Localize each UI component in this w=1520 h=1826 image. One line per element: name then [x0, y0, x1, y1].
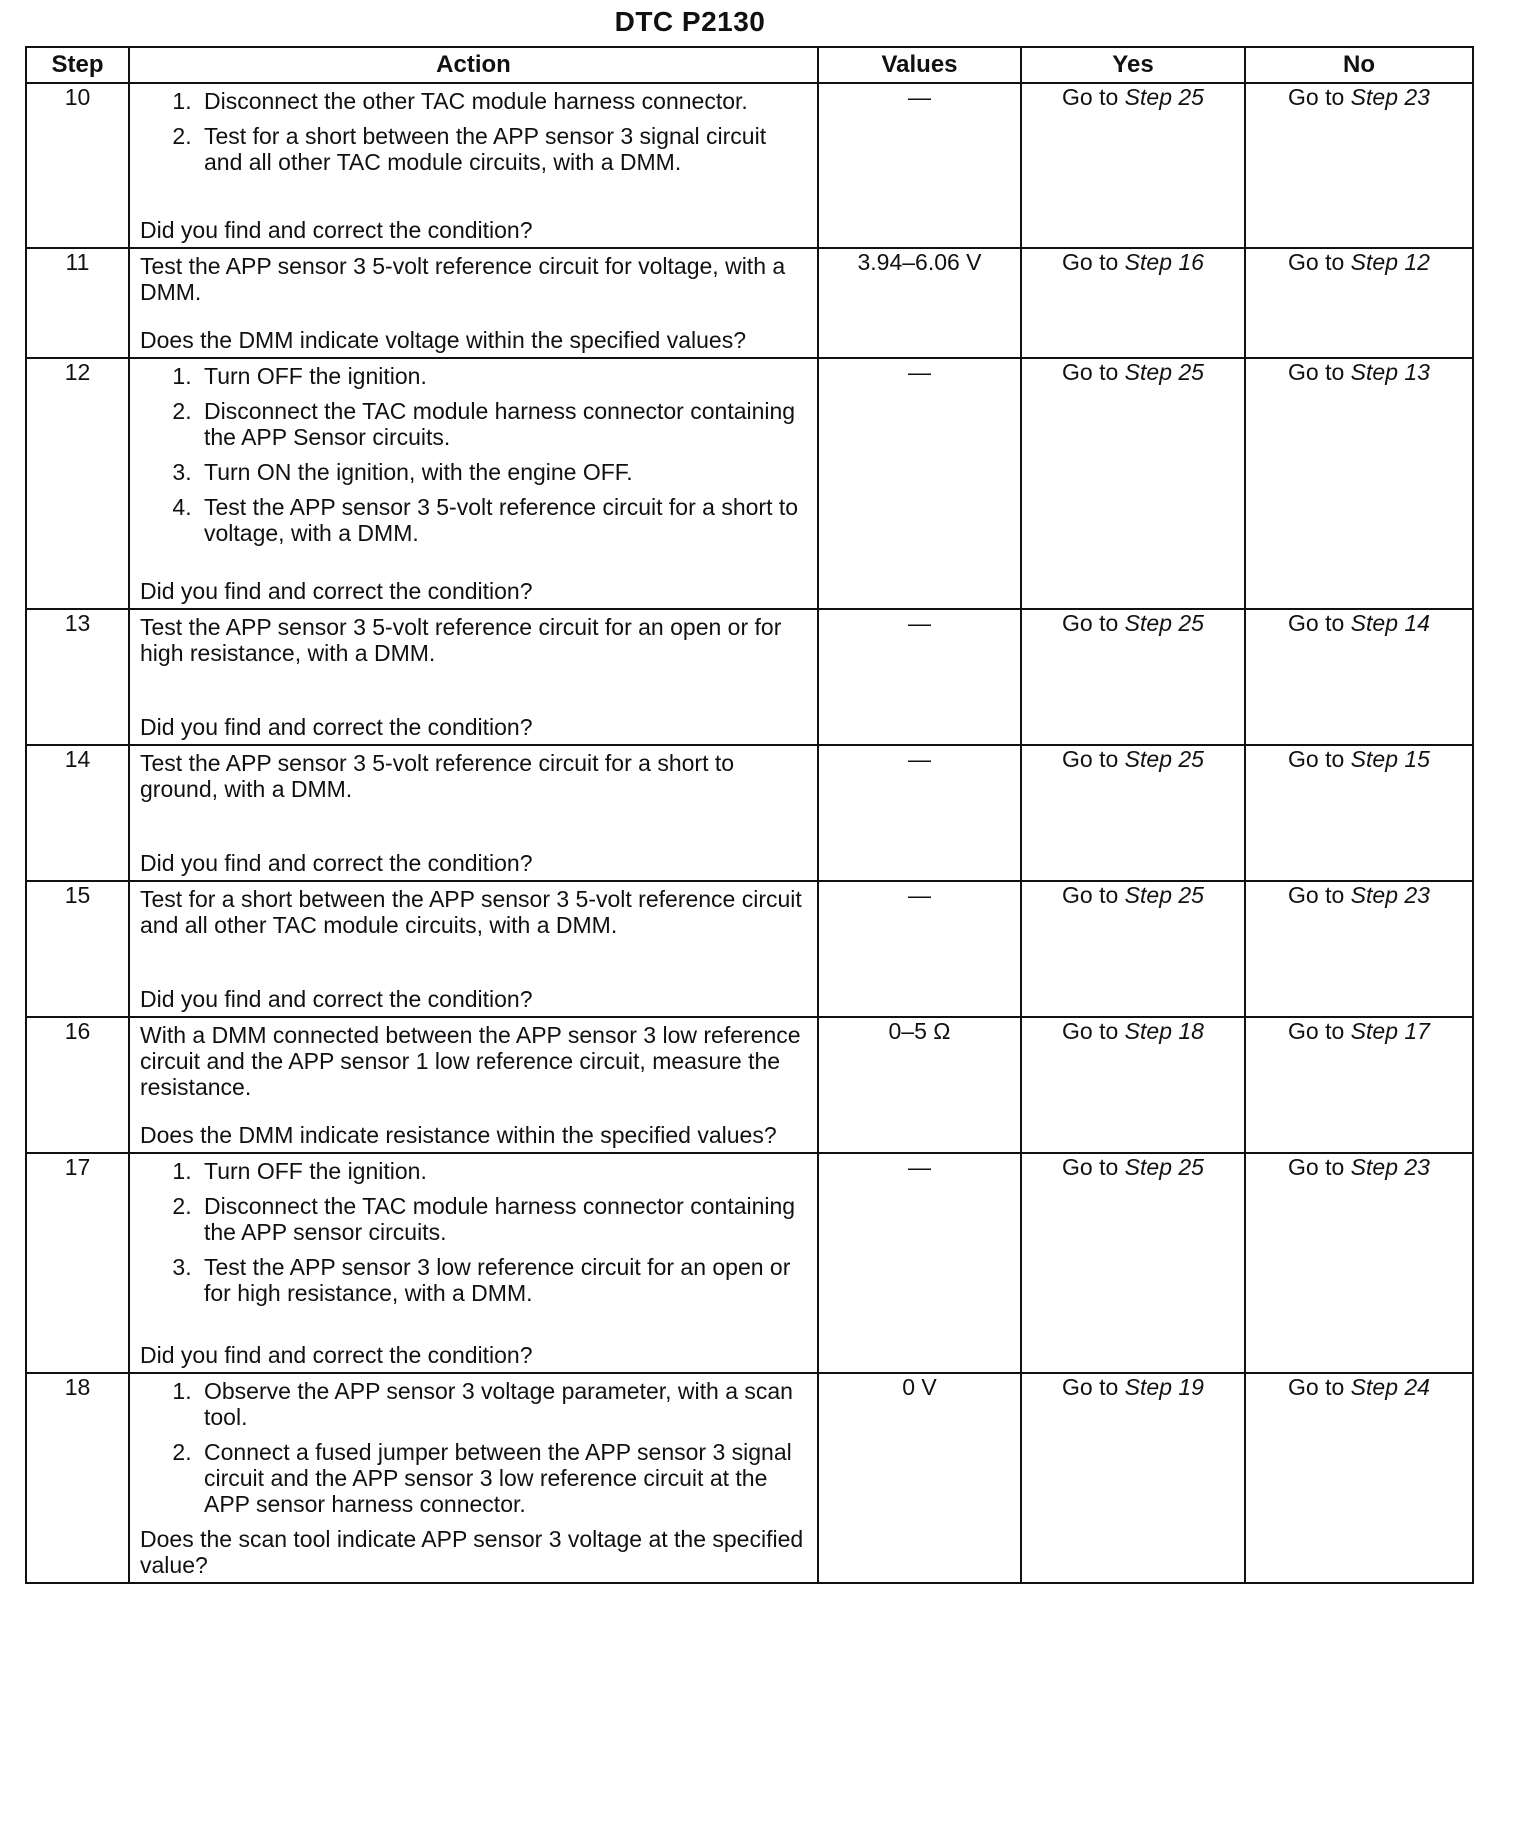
header-no: No: [1245, 47, 1473, 83]
goto-prefix: Go to: [1062, 1154, 1119, 1180]
action-instructions: [140, 614, 809, 674]
action-cell: [129, 248, 818, 358]
action-cell: [129, 1017, 818, 1153]
action-step-item: 3. Turn ON the ignition, with the engine OFF.: [198, 459, 809, 485]
value-cell: —: [818, 1153, 1021, 1373]
table-row: [26, 1373, 1473, 1583]
action-instructions: [140, 363, 809, 555]
header-values: Values: [818, 47, 1021, 83]
no-step-link[interactable]: Step 13: [1350, 359, 1430, 385]
goto-prefix: Go to: [1288, 1154, 1345, 1180]
no-step-link[interactable]: Step 12: [1350, 249, 1430, 275]
yes-step-link[interactable]: Step 25: [1124, 1154, 1204, 1180]
step-number: 17: [26, 1153, 129, 1373]
header-yes: Yes: [1021, 47, 1245, 83]
yes-goto-cell: [1021, 358, 1245, 609]
goto-prefix: Go to: [1062, 882, 1119, 908]
action-instructions: [140, 1378, 809, 1526]
yes-step-link[interactable]: Step 25: [1124, 746, 1204, 772]
no-step-link[interactable]: Step 23: [1350, 882, 1430, 908]
no-goto-cell: [1245, 745, 1473, 881]
action-step-item: 1. Disconnect the other TAC module harness connector.: [198, 88, 809, 114]
value-cell: —: [818, 609, 1021, 745]
yes-goto-cell: [1021, 745, 1245, 881]
value-cell: 0–5 Ω: [818, 1017, 1021, 1153]
yes-step-link[interactable]: Step 25: [1124, 610, 1204, 636]
no-goto-cell: [1245, 1373, 1473, 1583]
value-cell: —: [818, 881, 1021, 1017]
goto-prefix: Go to: [1288, 359, 1345, 385]
action-question: Does the DMM indicate resistance within the specified values?: [140, 1122, 777, 1148]
value-cell: 3.94–6.06 V: [818, 248, 1021, 358]
action-cell: [129, 609, 818, 745]
no-goto-cell: [1245, 881, 1473, 1017]
value-cell: —: [818, 745, 1021, 881]
yes-step-link[interactable]: Step 16: [1124, 249, 1204, 275]
no-goto-cell: [1245, 1153, 1473, 1373]
yes-goto-cell: [1021, 881, 1245, 1017]
action-question: Did you find and correct the condition?: [140, 578, 533, 604]
action-step-item: 1. Turn OFF the ignition.: [198, 363, 809, 389]
action-question: Did you find and correct the condition?: [140, 986, 533, 1012]
goto-prefix: Go to: [1062, 249, 1119, 275]
goto-prefix: Go to: [1062, 610, 1119, 636]
yes-step-link[interactable]: Step 25: [1124, 84, 1204, 110]
action-instructions: [140, 750, 809, 810]
action-step-item: 2. Connect a fused jumper between the APP sensor 3 signal circuit and the APP sensor 3 low reference circuit at the APP sensor harness connector.: [198, 1439, 809, 1517]
table-row: [26, 1153, 1473, 1373]
goto-prefix: Go to: [1288, 610, 1345, 636]
action-text: Test the APP sensor 3 5-volt reference circuit for an open or for high resistance, with a DMM.: [140, 614, 782, 666]
step-number: 15: [26, 881, 129, 1017]
goto-prefix: Go to: [1062, 84, 1119, 110]
action-step-item: 2. Test for a short between the APP sensor 3 signal circuit and all other TAC module circuits, with a DMM.: [198, 123, 809, 175]
goto-prefix: Go to: [1062, 359, 1119, 385]
action-steps-list: [140, 363, 809, 546]
table-row: [26, 609, 1473, 745]
action-content: [130, 1154, 817, 1372]
value-cell: —: [818, 83, 1021, 248]
no-goto-cell: [1245, 1017, 1473, 1153]
table-row: [26, 1017, 1473, 1153]
yes-step-link[interactable]: Step 25: [1124, 882, 1204, 908]
yes-step-link[interactable]: Step 25: [1124, 359, 1204, 385]
action-step-item: 2. Disconnect the TAC module harness connector containing the APP Sensor circuits.: [198, 398, 809, 450]
header-action: Action: [129, 47, 818, 83]
step-number: 16: [26, 1017, 129, 1153]
table-row: [26, 248, 1473, 358]
no-step-link[interactable]: Step 23: [1350, 1154, 1430, 1180]
goto-prefix: Go to: [1062, 1374, 1119, 1400]
action-question: Did you find and correct the condition?: [140, 850, 533, 876]
action-step-item: 1. Turn OFF the ignition.: [198, 1158, 809, 1184]
no-goto-cell: [1245, 358, 1473, 609]
step-number: 10: [26, 83, 129, 248]
no-step-link[interactable]: Step 23: [1350, 84, 1430, 110]
goto-prefix: Go to: [1288, 249, 1345, 275]
goto-prefix: Go to: [1062, 746, 1119, 772]
action-cell: [129, 881, 818, 1017]
yes-goto-cell: [1021, 1373, 1245, 1583]
action-cell: [129, 745, 818, 881]
table-row: [26, 745, 1473, 881]
yes-goto-cell: [1021, 1017, 1245, 1153]
action-question: Did you find and correct the condition?: [140, 714, 533, 740]
step-number: 11: [26, 248, 129, 358]
value-cell: 0 V: [818, 1373, 1021, 1583]
action-steps-list: [140, 88, 809, 175]
step-number: 18: [26, 1373, 129, 1583]
no-goto-cell: [1245, 83, 1473, 248]
action-content: [130, 84, 817, 247]
table-row: [26, 83, 1473, 248]
action-content: [130, 746, 817, 880]
goto-prefix: Go to: [1288, 1374, 1345, 1400]
no-goto-cell: [1245, 609, 1473, 745]
goto-prefix: Go to: [1288, 882, 1345, 908]
action-text: Test the APP sensor 3 5-volt reference circuit for voltage, with a DMM.: [140, 253, 786, 305]
action-step-item: 2. Disconnect the TAC module harness connector containing the APP sensor circuits.: [198, 1193, 809, 1245]
yes-goto-cell: [1021, 1153, 1245, 1373]
action-instructions: [140, 253, 809, 313]
action-cell: [129, 1153, 818, 1373]
action-question: Does the DMM indicate voltage within the specified values?: [140, 327, 746, 353]
goto-prefix: Go to: [1288, 84, 1345, 110]
value-cell: —: [818, 358, 1021, 609]
action-content: [130, 882, 817, 1016]
yes-step-link[interactable]: Step 19: [1124, 1374, 1204, 1400]
action-content: [130, 610, 817, 744]
no-step-link[interactable]: Step 24: [1350, 1374, 1430, 1400]
header-step: Step: [26, 47, 129, 83]
diagnostic-table: [25, 46, 1474, 1584]
table-row: [26, 881, 1473, 1017]
action-text: Test the APP sensor 3 5-volt reference circuit for a short to ground, with a DMM.: [140, 750, 735, 802]
action-instructions: [140, 88, 809, 184]
action-step-item: 1. Observe the APP sensor 3 voltage parameter, with a scan tool.: [198, 1378, 809, 1430]
action-question: Did you find and correct the condition?: [140, 1342, 533, 1368]
action-instructions: [140, 1022, 809, 1108]
no-goto-cell: [1245, 248, 1473, 358]
step-number: 13: [26, 609, 129, 745]
action-step-item: 3. Test the APP sensor 3 low reference circuit for an open or for high resistance, with a DMM.: [198, 1254, 809, 1306]
goto-prefix: Go to: [1288, 746, 1345, 772]
action-content: [130, 1018, 817, 1152]
action-content: [130, 249, 817, 357]
action-instructions: [140, 886, 809, 946]
action-steps-list: [140, 1378, 809, 1517]
action-content: [130, 1374, 817, 1582]
action-question: Did you find and correct the condition?: [140, 217, 533, 243]
no-step-link[interactable]: Step 14: [1350, 610, 1430, 636]
yes-step-link[interactable]: Step 18: [1124, 1018, 1204, 1044]
action-cell: [129, 1373, 818, 1583]
no-step-link[interactable]: Step 17: [1350, 1018, 1430, 1044]
table-row: [26, 358, 1473, 609]
no-step-link[interactable]: Step 15: [1350, 746, 1430, 772]
action-text: Test for a short between the APP sensor 3 5-volt reference circuit and all other TAC module circuits, with a DMM.: [140, 886, 802, 938]
action-cell: [129, 83, 818, 248]
goto-prefix: Go to: [1288, 1018, 1345, 1044]
action-cell: [129, 358, 818, 609]
action-instructions: [140, 1158, 809, 1315]
action-step-item: 4. Test the APP sensor 3 5-volt reference circuit for a short to voltage, with a DMM.: [198, 494, 809, 546]
header-row: [26, 47, 1473, 83]
yes-goto-cell: [1021, 83, 1245, 248]
action-question: Does the scan tool indicate APP sensor 3 voltage at the specified value?: [140, 1526, 804, 1578]
yes-goto-cell: [1021, 609, 1245, 745]
action-text: With a DMM connected between the APP sensor 3 low reference circuit and the APP sensor 1 low reference circuit, measure the resistance.: [140, 1022, 801, 1100]
step-number: 12: [26, 358, 129, 609]
goto-prefix: Go to: [1062, 1018, 1119, 1044]
action-steps-list: [140, 1158, 809, 1306]
document-title: DTC P2130: [614, 6, 766, 37]
action-content: [130, 359, 817, 608]
step-number: 14: [26, 745, 129, 881]
yes-goto-cell: [1021, 248, 1245, 358]
